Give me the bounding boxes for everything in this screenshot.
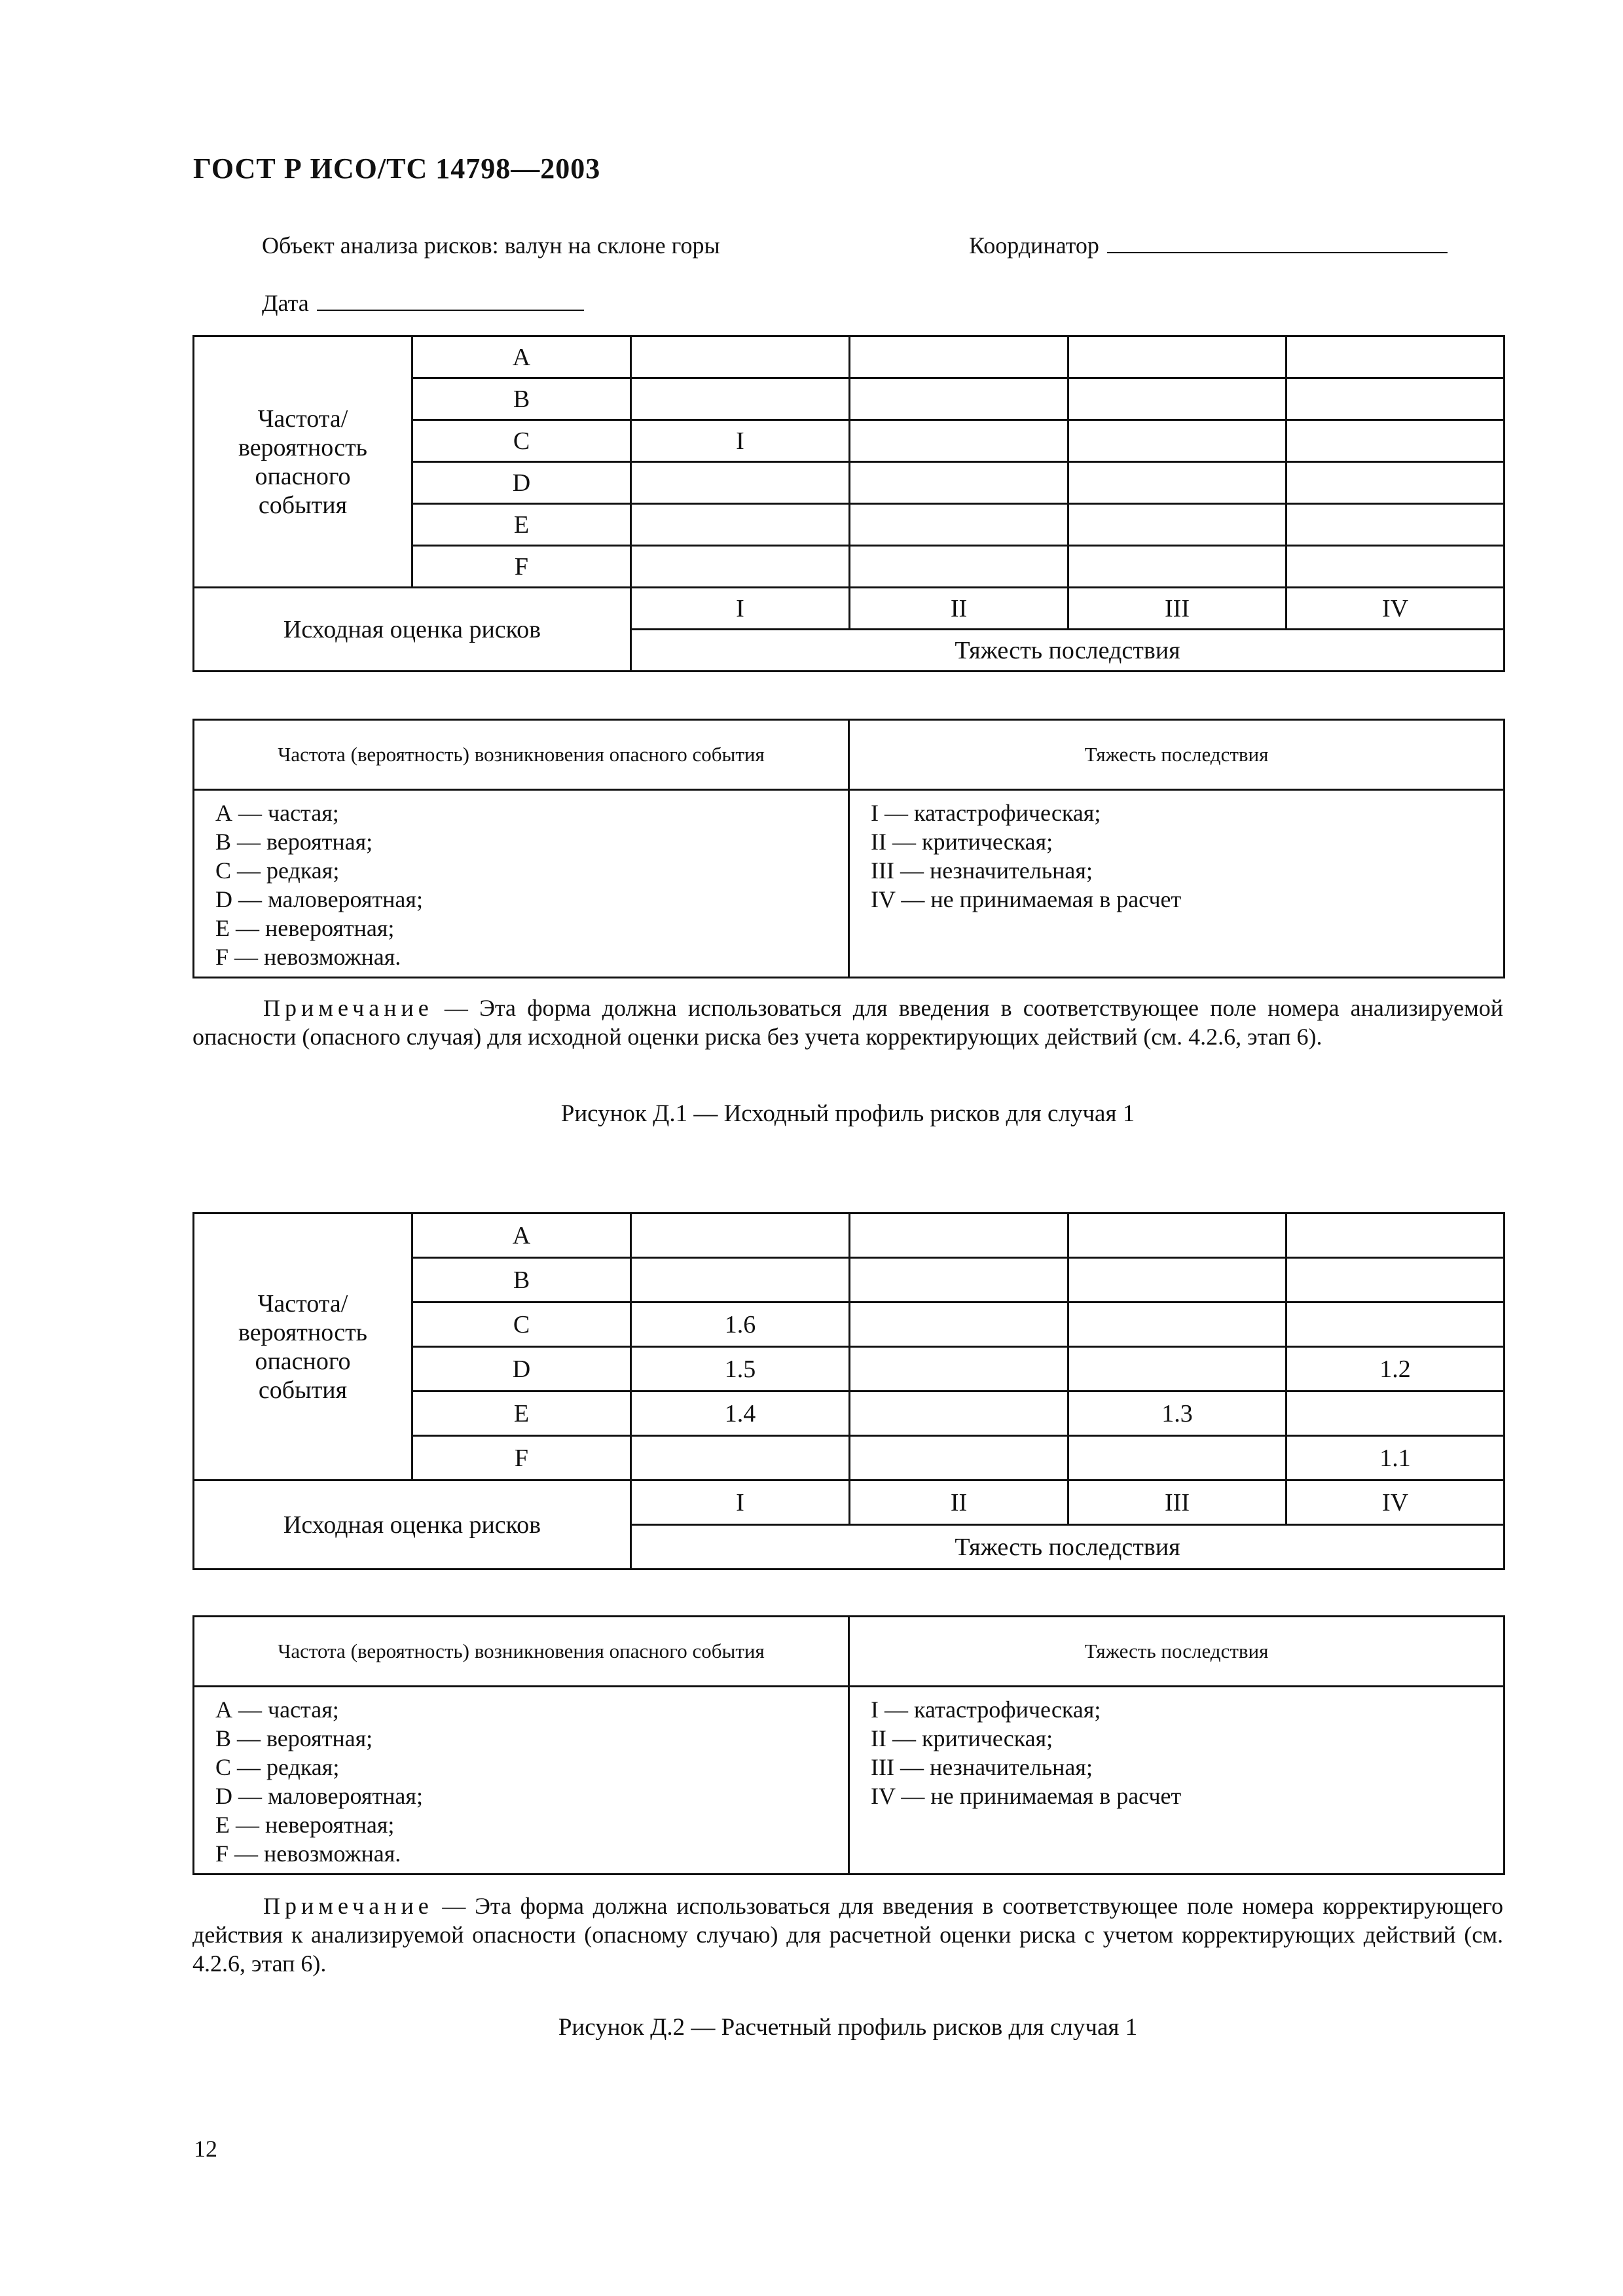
matrix-cell [1068,546,1286,588]
initial-assessment-label: Исходная оценка рисков [194,1480,631,1570]
matrix-cell [850,336,1068,378]
consequence-severity-label: Тяжесть последствия [631,1525,1504,1570]
note-text: — Эта форма должна использоваться для введения в соответствующее поле номера корректирующего действия к анализируемой опасности (опасному случаю) для расчетной оценки риска с учетом корректирующих действий (см. 4.2.6, этап 6). [192,1893,1503,1977]
list-item: С — редкая; [215,1754,340,1780]
matrix-cell [1068,420,1286,462]
list-item: F — невозможная. [215,1840,401,1867]
legend-severity-header: Тяжесть последствия [849,1617,1504,1687]
severity-ii: II [850,588,1068,630]
row-label-d: D [412,462,631,504]
date-label: Дата [262,290,309,316]
list-item: Е — невероятная; [215,1812,395,1838]
list-item: F — невозможная. [215,944,401,970]
row-label-a: A [412,336,631,378]
list-item: I — катастрофическая; [871,1696,1101,1723]
row-label-c: C [412,1302,631,1347]
risk-object-line [262,232,720,259]
note-text: — Эта форма должна использоваться для введения в соответствующее поле номера анализируемой опасности (опасного случая) для исходной оценки риска без учета корректирующих действий (см. 4.2.6, этап 6). [192,995,1503,1050]
severity-iii: III [1068,588,1286,630]
matrix-cell [1286,1258,1504,1302]
matrix-cell [1286,420,1504,462]
list-item: IV — не принимаемая в расчет [871,1783,1182,1809]
severity-iv: IV [1286,1480,1504,1525]
risk-matrix-initial [192,335,1505,672]
date-blank [317,290,584,311]
matrix-cell [631,546,850,588]
matrix-cell [850,420,1068,462]
risk-matrix-calculated [192,1212,1505,1570]
initial-assessment-label: Исходная оценка рисков [194,588,631,672]
matrix-cell [850,462,1068,504]
figure-caption-2: Рисунок Д.2 — Расчетный профиль рисков для случая 1 [558,2014,1138,2041]
matrix-cell [850,378,1068,420]
note-2 [192,1892,1503,1978]
matrix-cell [1068,336,1286,378]
list-item: III — незначительная; [871,1754,1093,1780]
matrix-cell [1286,336,1504,378]
matrix-cell [631,1436,850,1480]
matrix-cell [1068,1258,1286,1302]
matrix-cell [1286,1213,1504,1258]
matrix-cell [1068,1302,1286,1347]
matrix-cell [631,336,850,378]
legend-frequency-header: Частота (вероятность) возникновения опасного события [194,1617,849,1687]
matrix-cell [1068,1436,1286,1480]
legend-severity-list [849,790,1504,978]
matrix-cell [1286,1302,1504,1347]
matrix-cell [850,1347,1068,1391]
list-item: II — критическая; [871,1725,1053,1751]
list-item: В — вероятная; [215,1725,373,1751]
coordinator-label: Координатор [969,232,1099,259]
risk-object-label: Объект анализа рисков: валун на склоне горы [262,232,720,259]
matrix-cell: 1.3 [1068,1391,1286,1436]
matrix-cell [631,1258,850,1302]
row-label-e: E [412,504,631,546]
matrix-cell [1286,504,1504,546]
matrix-cell [850,1213,1068,1258]
matrix-cell [1286,1391,1504,1436]
severity-i: I [631,1480,850,1525]
matrix-cell: 1.2 [1286,1347,1504,1391]
matrix-cell [631,462,850,504]
figure-caption-1: Рисунок Д.1 — Исходный профиль рисков для случая 1 [560,1100,1135,1127]
matrix-cell [1068,378,1286,420]
matrix-cell [631,504,850,546]
list-item: С — редкая; [215,857,340,884]
list-item: D — маловероятная; [215,886,423,912]
matrix-cell [850,1391,1068,1436]
legend-frequency-list [194,1687,849,1874]
row-label-b: B [412,378,631,420]
list-item: А — частая; [215,800,339,826]
list-item: III — незначительная; [871,857,1093,884]
matrix-cell [850,1302,1068,1347]
legend-frequency-header: Частота (вероятность) возникновения опасного события [194,720,849,790]
note-label: Примечание [263,1893,433,1919]
severity-iii: III [1068,1480,1286,1525]
legend-table-1 [192,719,1505,978]
matrix-cell [1286,462,1504,504]
matrix-cell [631,1213,850,1258]
matrix-cell [850,1258,1068,1302]
note-label: Примечание [263,995,433,1021]
matrix-cell [1286,546,1504,588]
matrix-cell: I [631,420,850,462]
document-header: ГОСТ Р ИСО/ТС 14798—2003 [193,152,601,185]
matrix-cell: 1.6 [631,1302,850,1347]
list-item: Е — невероятная; [215,915,395,941]
frequency-label: Частота/ вероятность опасного события [194,336,412,588]
legend-frequency-list [194,790,849,978]
matrix-cell: 1.5 [631,1347,850,1391]
severity-iv: IV [1286,588,1504,630]
matrix-cell [1068,1213,1286,1258]
row-label-d: D [412,1347,631,1391]
matrix-cell: 1.4 [631,1391,850,1436]
row-label-f: F [412,1436,631,1480]
legend-severity-header: Тяжесть последствия [849,720,1504,790]
list-item: А — частая; [215,1696,339,1723]
date-line [262,289,584,317]
matrix-cell [1068,462,1286,504]
row-label-e: E [412,1391,631,1436]
list-item: II — критическая; [871,829,1053,855]
list-item: D — маловероятная; [215,1783,423,1809]
list-item: IV — не принимаемая в расчет [871,886,1182,912]
matrix-cell [1068,504,1286,546]
matrix-cell [850,546,1068,588]
matrix-cell [850,504,1068,546]
matrix-cell [850,1436,1068,1480]
frequency-label: Частота/ вероятность опасного события [194,1213,412,1480]
severity-i: I [631,588,850,630]
legend-severity-list [849,1687,1504,1874]
row-label-f: F [412,546,631,588]
coordinator-blank [1107,232,1448,253]
consequence-severity-label: Тяжесть последствия [631,630,1504,672]
row-label-b: B [412,1258,631,1302]
matrix-cell [1286,378,1504,420]
note-1 [192,994,1503,1051]
matrix-cell: 1.1 [1286,1436,1504,1480]
matrix-cell [1068,1347,1286,1391]
severity-ii: II [850,1480,1068,1525]
list-item: I — катастрофическая; [871,800,1101,826]
coordinator-line [969,232,1448,259]
page-number: 12 [194,2136,217,2162]
legend-table-2 [192,1615,1505,1875]
list-item: В — вероятная; [215,829,373,855]
matrix-cell [631,378,850,420]
row-label-a: A [412,1213,631,1258]
row-label-c: C [412,420,631,462]
